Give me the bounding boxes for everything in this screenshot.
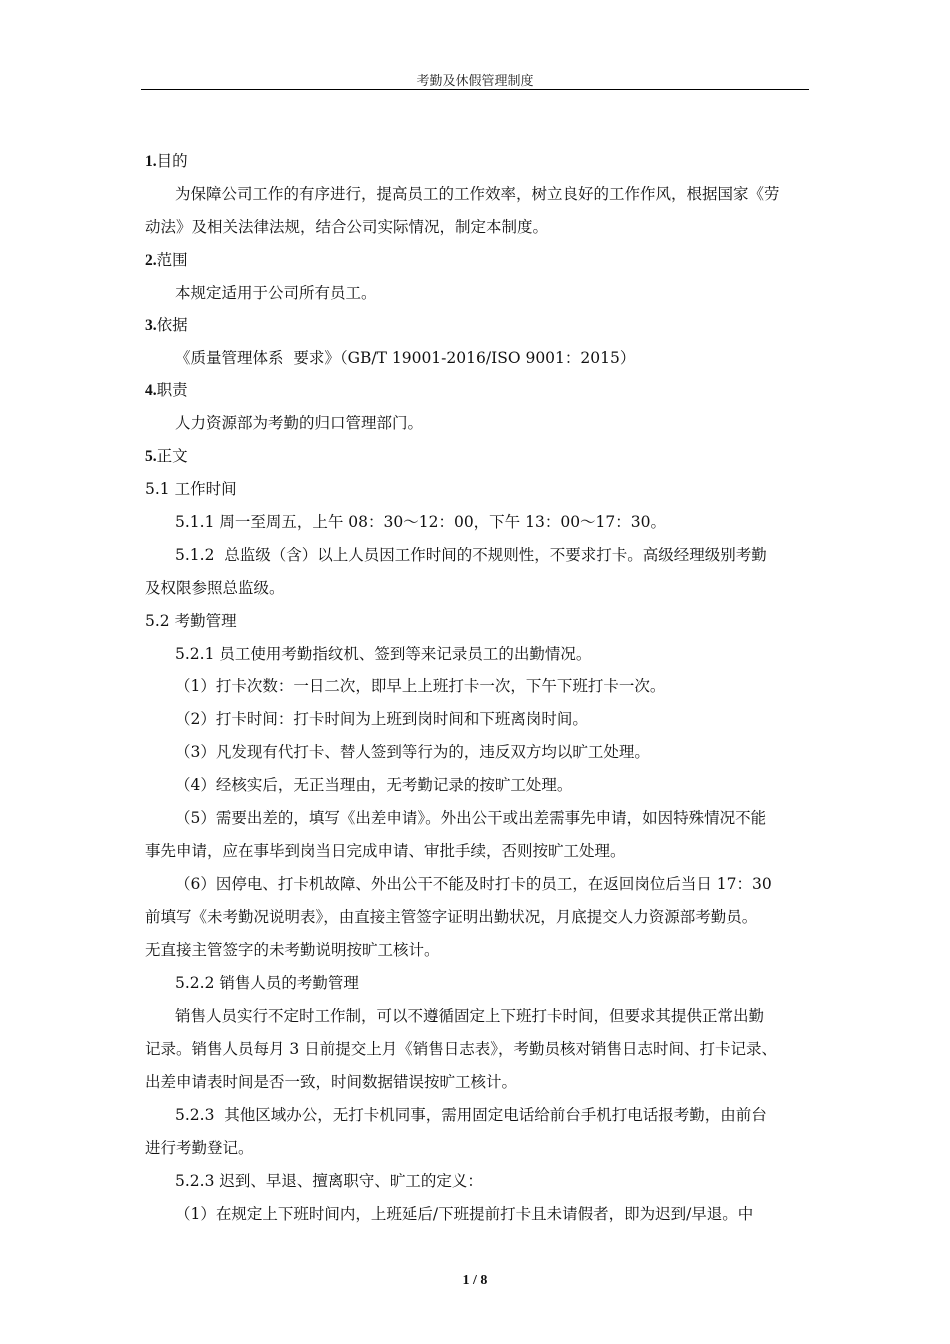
header-divider: [141, 89, 809, 90]
paragraph-line: 5.2.3 其他区域办公，无打卡机同事，需用固定电话给前台手机打电话报考勤，由前台: [175, 1106, 767, 1124]
paragraph-line: 记录。销售人员每月 3 日前提交上月《销售日志表》，考勤员核对销售日志时间、打卡记录、: [145, 1040, 777, 1058]
list-item: （2）打卡时间：打卡时间为上班到岗时间和下班离岗时间。: [175, 710, 588, 728]
section-4-heading: 4.职责: [145, 381, 188, 399]
section-1-heading: 1.目的: [145, 152, 188, 170]
list-item: （1）打卡次数：一日二次，即早上上班打卡一次，下午下班打卡一次。: [175, 677, 666, 695]
section-3-paragraph: 《质量管理体系 要求》（GB/T 19001-2016/ISO 9001：2015）: [175, 349, 636, 367]
subsection-heading: 5.2.3 迟到、早退、擅离职守、旷工的定义：: [175, 1172, 483, 1190]
paragraph-line: 前填写《未考勤况说明表》，由直接主管签字证明出勤状况，月底提交人力资源部考勤员。: [145, 908, 758, 926]
list-item: （6）因停电、打卡机故障、外出公干不能及时打卡的员工，在返回岗位后当日 17：30: [175, 875, 772, 893]
paragraph-line: 5.1.1 周一至周五，上午 08：30～12：00，下午 13：00～17：30。: [175, 513, 667, 531]
section-2-paragraph: 本规定适用于公司所有员工。: [175, 284, 377, 302]
page-header-title: 考勤及休假管理制度: [416, 74, 534, 89]
paragraph-line: 无直接主管签字的未考勤说明按旷工核计。: [145, 941, 440, 959]
section-1-paragraph-line: 为保障公司工作的有序进行，提高员工的工作效率，树立良好的工作作风，根据国家《劳: [175, 185, 780, 203]
list-item: （5）需要出差的，填写《出差申请》。外出公干或出差需事先申请，如因特殊情况不能: [175, 809, 767, 827]
list-item: （1）在规定上下班时间内，上班延后/下班提前打卡且未请假者，即为迟到/早退。中: [175, 1205, 754, 1223]
paragraph-line: 5.1.2 总监级（含）以上人员因工作时间的不规则性，不要求打卡。高级经理级别考勤: [175, 546, 767, 564]
list-item: （3）凡发现有代打卡、替人签到等行为的，违反双方均以旷工处理。: [175, 743, 650, 761]
section-2-heading: 2.范围: [145, 251, 188, 269]
paragraph-line: 销售人员实行不定时工作制，可以不遵循固定上下班打卡时间，但要求其提供正常出勤: [175, 1007, 765, 1025]
paragraph-line: 及权限参照总监级。: [145, 579, 285, 597]
list-item: （4）经核实后，无正当理由，无考勤记录的按旷工处理。: [175, 776, 573, 794]
subsection-heading: 5.2 考勤管理: [145, 612, 237, 630]
section-1-paragraph-line: 动法》及相关法律法规，结合公司实际情况，制定本制度。: [145, 218, 549, 236]
page-number: 1 / 8: [462, 1273, 488, 1288]
paragraph-line: 5.2.1 员工使用考勤指纹机、签到等来记录员工的出勤情况。: [175, 645, 592, 663]
paragraph-line: 进行考勤登记。: [145, 1139, 254, 1157]
subsection-heading: 5.1 工作时间: [145, 480, 237, 498]
section-3-heading: 3.依据: [145, 316, 188, 334]
subsection-heading: 5.2.2 销售人员的考勤管理: [175, 974, 359, 992]
paragraph-line: 事先申请，应在事毕到岗当日完成申请、审批手续，否则按旷工处理。: [145, 842, 626, 860]
paragraph-line: 出差申请表时间是否一致，时间数据错误按旷工核计。: [145, 1073, 518, 1091]
section-4-paragraph: 人力资源部为考勤的归口管理部门。: [175, 414, 424, 432]
section-5-heading: 5.正文: [145, 447, 188, 465]
